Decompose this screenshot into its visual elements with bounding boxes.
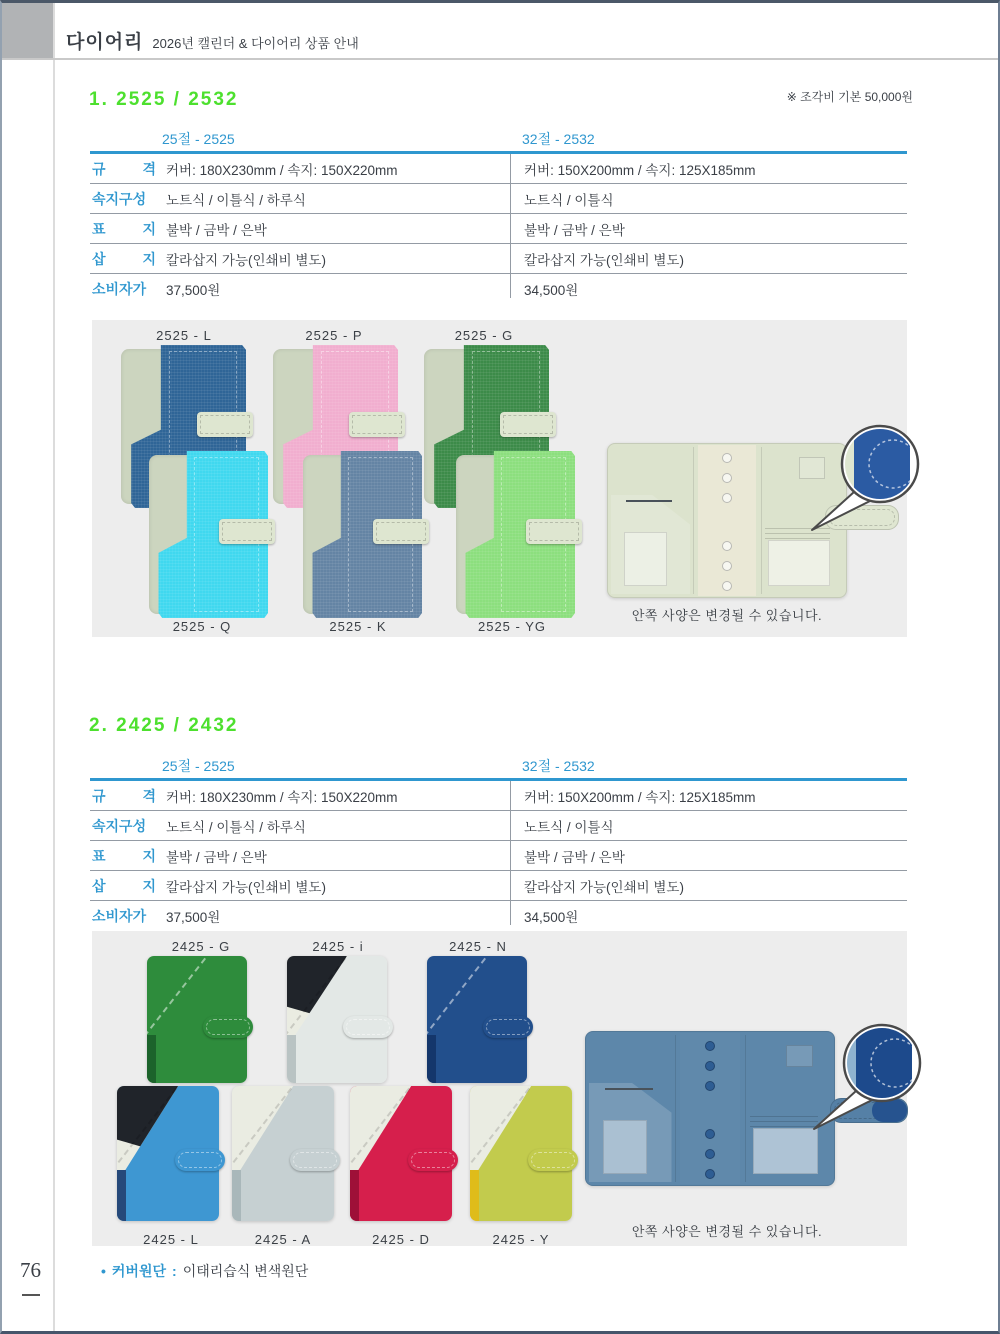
product-code: 2425 - i (312, 939, 364, 954)
row-value-right: 불박 / 금박 / 은박 (524, 849, 625, 865)
closure-tab (290, 1149, 340, 1171)
column-header-25: 25절 - 2525 (162, 131, 235, 147)
product-code: 2425 - G (171, 939, 231, 954)
page-number-rule (22, 1294, 40, 1296)
product-code: 2425 - D (372, 1232, 430, 1247)
column-divider (510, 781, 511, 925)
row-value-left: 불박 / 금박 / 은박 (166, 849, 267, 865)
note-value: 이태리습식 변색원단 (182, 1263, 309, 1279)
page-number: 76 (20, 1258, 41, 1282)
row-label: 삽 지 (92, 250, 156, 267)
product-code: 2425 - L (143, 1232, 199, 1247)
product-gallery-2425 (92, 931, 907, 1246)
notebook-2525-K (299, 451, 426, 618)
closure-tab (408, 1149, 458, 1171)
table-row (90, 244, 907, 274)
row-value-right: 노트식 / 이틀식 (524, 819, 614, 835)
interior-caption: 안쪽 사양은 변경될 수 있습니다. (631, 1224, 823, 1239)
notebook-2425-N (427, 956, 527, 1083)
table-row (90, 901, 907, 930)
section2-title: 2. 2425 / 2432 (89, 715, 239, 736)
product-code: 2525 - G (454, 328, 514, 343)
notebook-2425-D (350, 1086, 452, 1221)
closure-tab (373, 519, 429, 544)
table-row (90, 214, 907, 244)
notebook-2425-i (287, 956, 387, 1083)
row-value-left: 불박 / 금박 / 은박 (166, 222, 267, 238)
product-code: 2525 - Q (172, 619, 232, 634)
note-label: 커버원단 (111, 1263, 167, 1279)
row-label: 규 격 (92, 160, 156, 177)
row-label: 표 지 (92, 220, 156, 237)
row-value-left: 37,500원 (166, 282, 221, 298)
closure-tab (343, 1016, 393, 1038)
product-code: 2425 - N (449, 939, 507, 954)
table-row (90, 811, 907, 841)
closure-tab (219, 519, 275, 544)
table-row (90, 871, 907, 901)
notebook-2425-L (117, 1086, 219, 1221)
row-value-left: 칼라삽지 가능(인쇄비 별도) (166, 879, 326, 895)
note-colon: : (172, 1263, 177, 1279)
row-value-right: 칼라삽지 가능(인쇄비 별도) (524, 252, 684, 268)
engraving-fee-note: ※ 조각비 기본 50,000원 (786, 90, 913, 104)
row-value-right: 노트식 / 이틀식 (524, 192, 614, 208)
notebook-2425-Y (470, 1086, 572, 1221)
table-row (90, 841, 907, 871)
row-value-left: 37,500원 (166, 909, 221, 925)
row-value-left: 커버: 180X230mm / 속지: 150X220mm (166, 789, 398, 805)
header-rule (2, 58, 998, 60)
product-gallery-2525 (92, 320, 907, 637)
row-value-left: 노트식 / 이틀식 / 하루식 (166, 819, 306, 835)
row-label: 규 격 (92, 787, 156, 804)
row-value-left: 칼라삽지 가능(인쇄비 별도) (166, 252, 326, 268)
notebook-2525-Q (145, 451, 272, 618)
column-divider (510, 154, 511, 298)
magnifier-detail (794, 1017, 926, 1135)
closure-tab (483, 1016, 533, 1038)
row-value-right: 불박 / 금박 / 은박 (524, 222, 625, 238)
product-code: 2525 - L (156, 328, 212, 343)
notebook-2525-YG (452, 451, 579, 618)
row-value-right: 34,500원 (524, 909, 579, 925)
row-label: 삽 지 (92, 877, 156, 894)
cover-fabric-note (101, 1261, 308, 1281)
column-header-32: 32절 - 2532 (522, 758, 595, 774)
row-label: 표 지 (92, 847, 156, 864)
closure-tab (203, 1016, 253, 1038)
column-header-32: 32절 - 2532 (522, 131, 595, 147)
section1-title: 1. 2525 / 2532 (89, 89, 239, 110)
product-code: 2425 - A (254, 1232, 312, 1247)
closure-tab (175, 1149, 225, 1171)
spec-table-2525 (90, 129, 907, 301)
row-label: 속지구성 (92, 190, 147, 207)
closure-tab (528, 1149, 578, 1171)
product-code: 2525 - YG (477, 619, 547, 634)
row-value-left: 노트식 / 이틀식 / 하루식 (166, 192, 306, 208)
table-row (90, 274, 907, 303)
table-row (90, 781, 907, 811)
product-code: 2425 - Y (492, 1232, 550, 1247)
closure-tab (526, 519, 582, 544)
interior-caption: 안쪽 사양은 변경될 수 있습니다. (631, 608, 823, 623)
closure-tab (197, 412, 253, 437)
table-row (90, 184, 907, 214)
spec-table-2425 (90, 756, 907, 928)
row-label: 속지구성 (92, 817, 147, 834)
notebook-2425-A (232, 1086, 334, 1221)
table-row (90, 154, 907, 184)
corner-decoration (2, 3, 53, 58)
left-vertical-rule (53, 3, 55, 1331)
row-value-right: 커버: 150X200mm / 속지: 125X185mm (524, 162, 756, 178)
row-value-right: 커버: 150X200mm / 속지: 125X185mm (524, 789, 756, 805)
product-code: 2525 - K (329, 619, 387, 634)
page-header (66, 27, 359, 54)
column-header-25: 25절 - 2525 (162, 758, 235, 774)
notebook-2425-G (147, 956, 247, 1083)
row-label: 소비자가 (92, 907, 147, 924)
note-bullet: • (101, 1263, 106, 1279)
page-subtitle: 2026년 캘린더 & 다이어리 상품 안내 (152, 36, 359, 51)
product-code: 2525 - P (305, 328, 363, 343)
row-value-right: 칼라삽지 가능(인쇄비 별도) (524, 879, 684, 895)
page-title: 다이어리 (66, 32, 144, 53)
magnifier-detail (792, 418, 924, 536)
closure-tab (349, 412, 405, 437)
closure-tab (500, 412, 556, 437)
row-value-left: 커버: 180X230mm / 속지: 150X220mm (166, 162, 398, 178)
row-value-right: 34,500원 (524, 282, 579, 298)
row-label: 소비자가 (92, 280, 147, 297)
